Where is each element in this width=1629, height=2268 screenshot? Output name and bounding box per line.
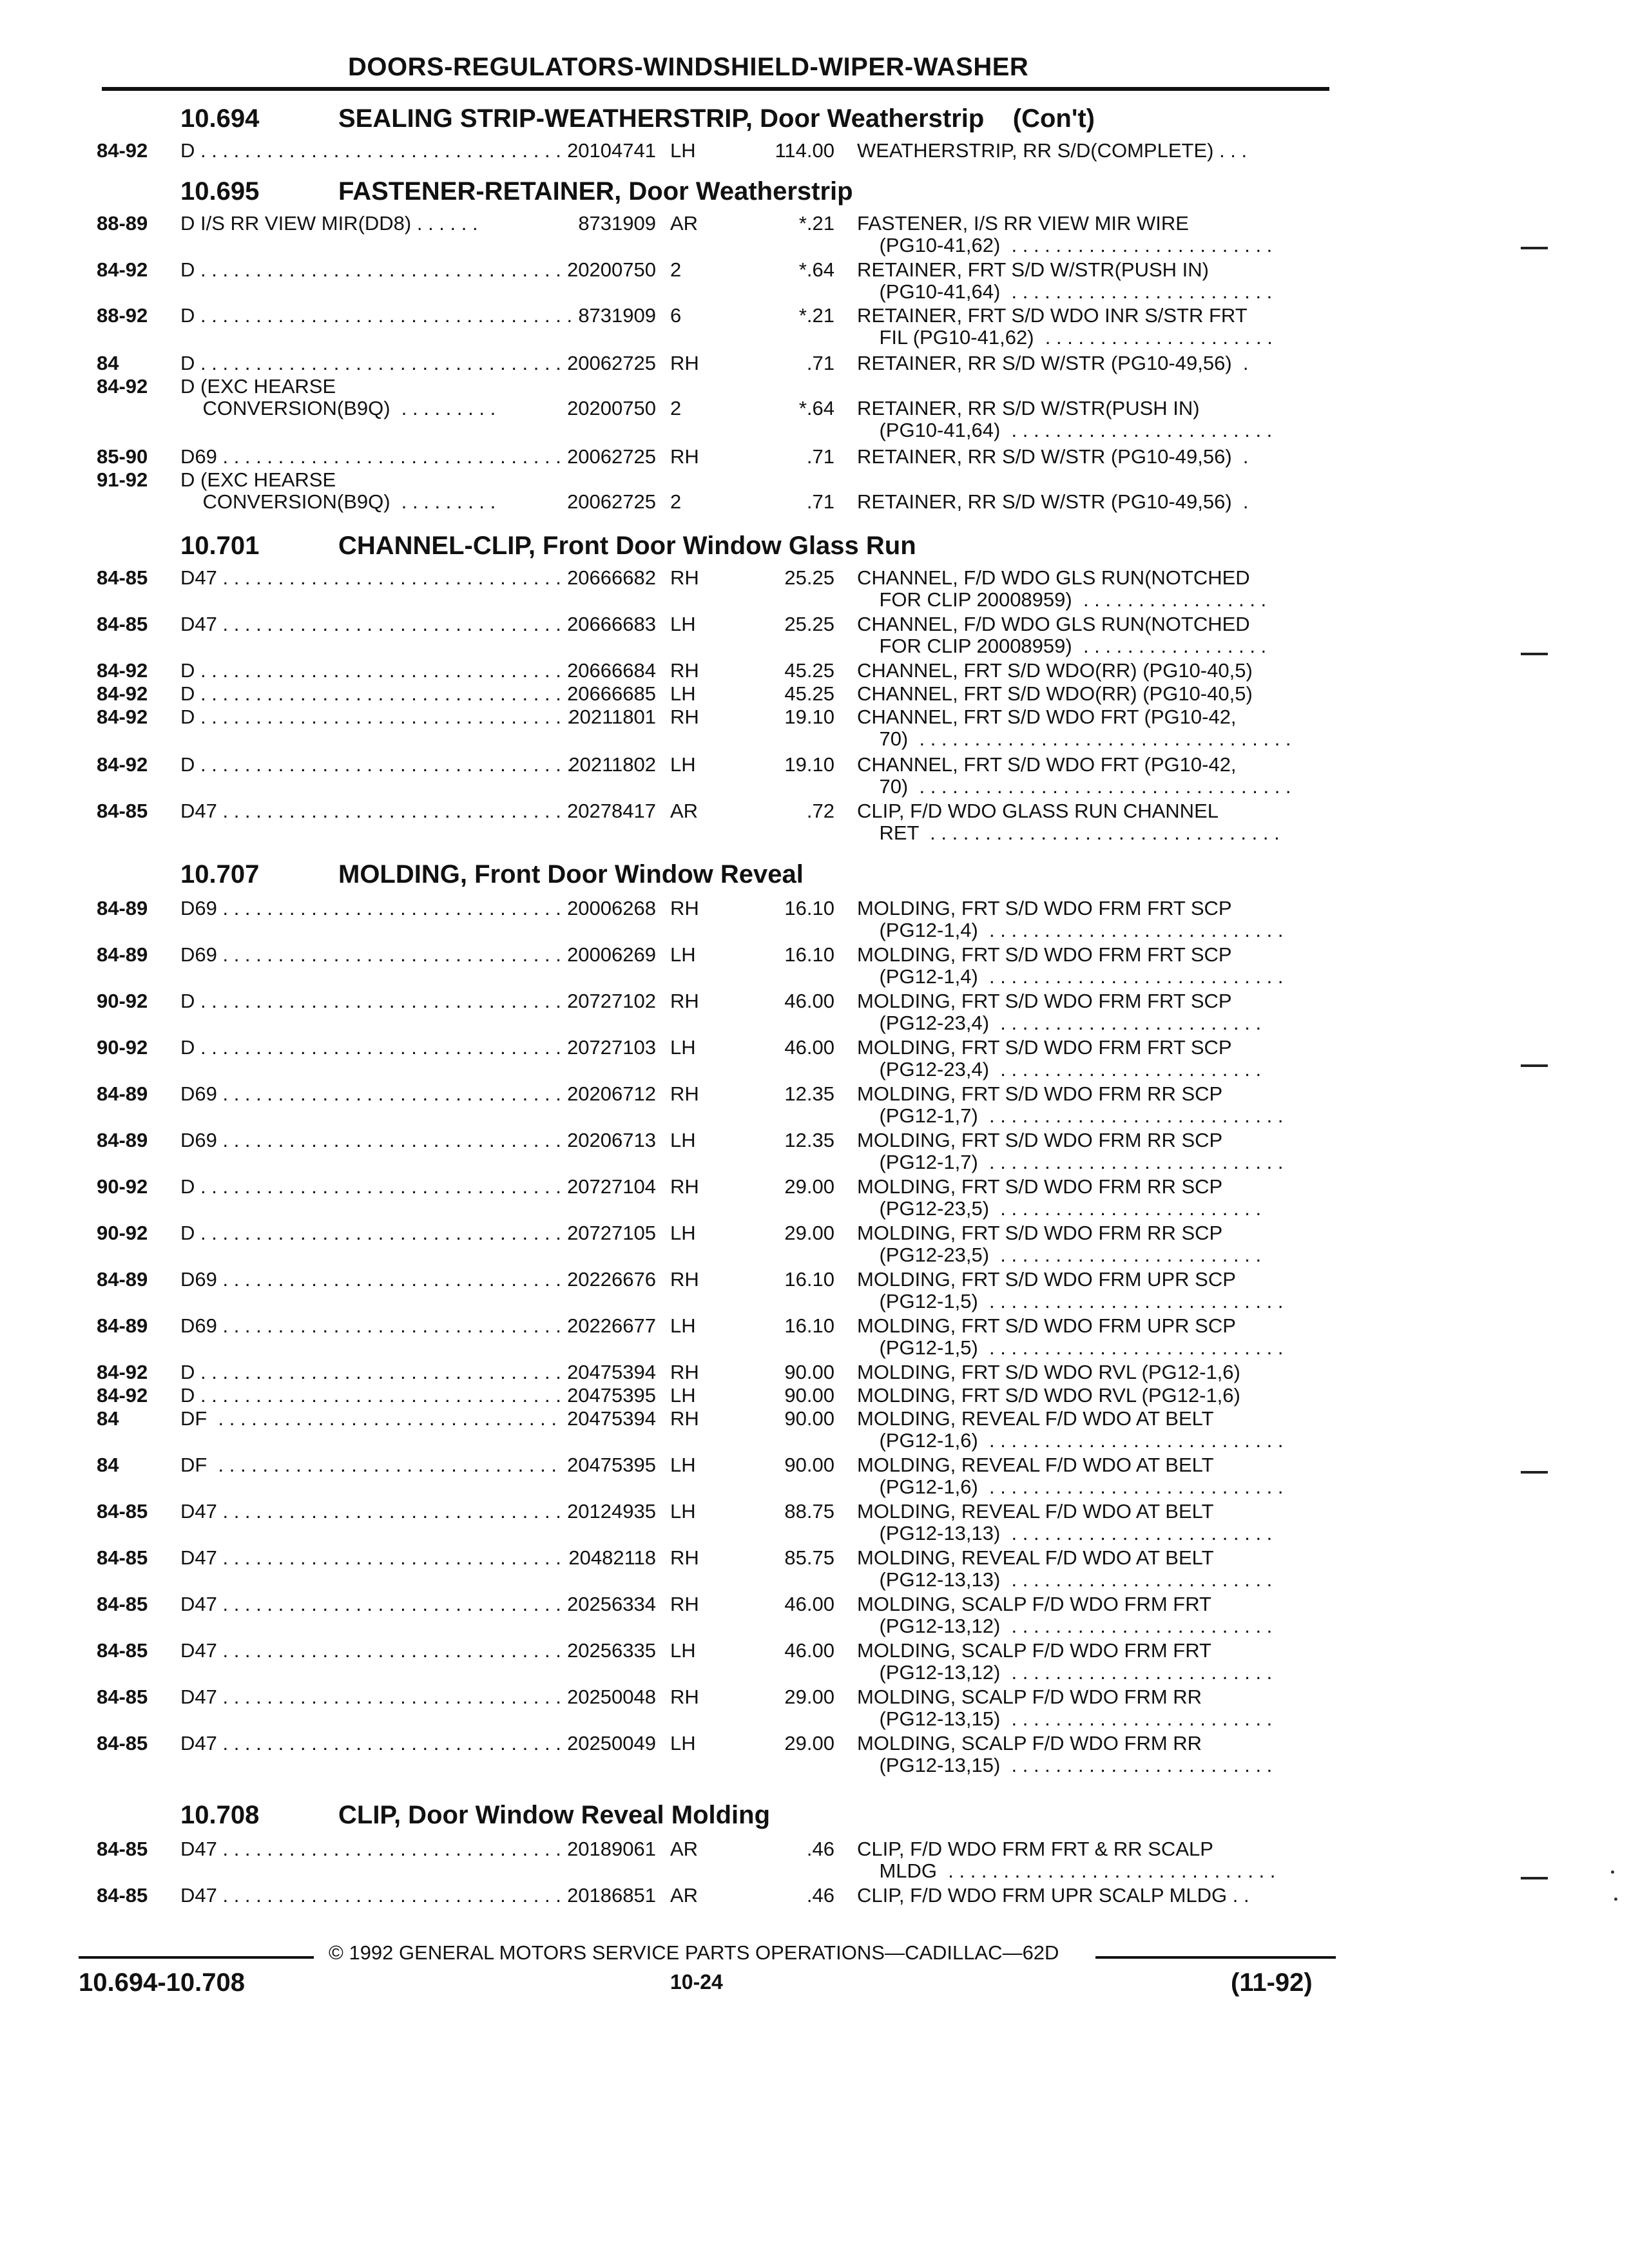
price: .71 <box>806 352 834 374</box>
part-number: 20186851 <box>567 1884 656 1907</box>
price: *.64 <box>798 397 834 419</box>
part-number: 20206713 <box>567 1129 656 1151</box>
quantity: RH <box>670 352 699 374</box>
quantity: AR <box>670 212 699 235</box>
part-description: CHANNEL, FRT S/D WDO(RR) (PG10-40,5) <box>857 659 1253 682</box>
model-years: 84-85 <box>97 1593 148 1615</box>
part-description: MOLDING, SCALP F/D WDO FRM FRT (PG12-13,12) . . . . . . . . . . . . . . . . . . . . . . . . <box>857 1593 1273 1637</box>
margin-tick-mark <box>1521 1877 1548 1879</box>
part-number: 20256335 <box>567 1639 656 1662</box>
body-model: D69 . . . . . . . . . . . . . . . . . . . . . . . . . . . . . . . <box>180 445 561 468</box>
model-years: 88-89 <box>97 212 148 235</box>
part-description: CHANNEL, FRT S/D WDO FRT (PG10-42, 70) . . . . . . . . . . . . . . . . . . . . . . . . . . . . . . . . . . <box>857 753 1291 798</box>
part-description: MOLDING, FRT S/D WDO RVL (PG12-1,6) <box>857 1361 1240 1383</box>
part-number: 20475394 <box>567 1407 656 1430</box>
model-years: 84-85 <box>97 1686 148 1708</box>
part-description: MOLDING, REVEAL F/D WDO AT BELT (PG12-1,6) . . . . . . . . . . . . . . . . . . . . . . . . . . . <box>857 1454 1284 1498</box>
price: .71 <box>806 490 834 513</box>
quantity: RH <box>670 566 699 589</box>
quantity: LH <box>670 1129 696 1151</box>
model-years: 84-92 <box>97 375 148 398</box>
part-description: MOLDING, FRT S/D WDO FRM RR SCP (PG12-23,5) . . . . . . . . . . . . . . . . . . . . . . . . <box>857 1175 1262 1220</box>
model-years: 84-85 <box>97 1884 148 1907</box>
model-years: 84-85 <box>97 800 148 822</box>
price: 45.25 <box>784 659 834 682</box>
body-model: D47 . . . . . . . . . . . . . . . . . . . . . . . . . . . . . . . <box>180 1500 561 1523</box>
price: 25.25 <box>784 613 834 635</box>
part-number: 20278417 <box>567 800 656 822</box>
part-description: MOLDING, SCALP F/D WDO FRM RR (PG12-13,15) . . . . . . . . . . . . . . . . . . . . . . . . <box>857 1732 1273 1776</box>
model-years: 84-92 <box>97 753 148 776</box>
part-number: 20250048 <box>567 1686 656 1708</box>
footer-revision-date: (11-92) <box>1231 1968 1313 1997</box>
part-description: CLIP, F/D WDO FRM FRT & RR SCALP MLDG . . . . . . . . . . . . . . . . . . . . . . . . . . . . . . <box>857 1838 1276 1882</box>
price: 25.25 <box>784 566 834 589</box>
model-years: 84-85 <box>97 1838 148 1860</box>
model-years: 84 <box>97 352 119 374</box>
part-number: 20124935 <box>567 1500 656 1523</box>
part-description: RETAINER, FRT S/D WDO INR S/STR FRT FIL (PG10-41,62) . . . . . . . . . . . . . . . . . . . . . <box>857 304 1273 349</box>
part-description: MOLDING, FRT S/D WDO FRM RR SCP (PG12-23,5) . . . . . . . . . . . . . . . . . . . . . . . . <box>857 1222 1262 1266</box>
model-years: 84-92 <box>97 682 148 705</box>
body-model: DF . . . . . . . . . . . . . . . . . . . . . . . . . . . . . . . <box>180 1407 557 1430</box>
price: 46.00 <box>784 990 834 1012</box>
quantity: LH <box>670 139 696 162</box>
body-model: D69 . . . . . . . . . . . . . . . . . . . . . . . . . . . . . . . <box>180 1082 561 1105</box>
model-years: 84-89 <box>97 897 148 919</box>
part-description: MOLDING, FRT S/D WDO FRM RR SCP (PG12-1,7) . . . . . . . . . . . . . . . . . . . . . . . . . . . <box>857 1129 1284 1173</box>
price: .71 <box>806 445 834 468</box>
section-title: FASTENER-RETAINER, Door Weatherstrip <box>338 177 853 206</box>
model-years: 84-85 <box>97 566 148 589</box>
body-model: D . . . . . . . . . . . . . . . . . . . . . . . . . . . . . . . . . . <box>180 682 573 705</box>
body-model: D69 . . . . . . . . . . . . . . . . . . . . . . . . . . . . . . . <box>180 943 561 966</box>
part-number: 20727103 <box>567 1036 656 1059</box>
body-model: DF . . . . . . . . . . . . . . . . . . . . . . . . . . . . . . . <box>180 1454 557 1476</box>
quantity: RH <box>670 1686 699 1708</box>
footer-copyright: © 1992 GENERAL MOTORS SERVICE PARTS OPERATIONS—CADILLAC—62D <box>329 1941 1059 1964</box>
price: 114.00 <box>775 139 834 162</box>
price: 88.75 <box>784 1500 834 1523</box>
part-number: 20666685 <box>567 682 656 705</box>
part-description: CLIP, F/D WDO GLASS RUN CHANNEL RET . . . . . . . . . . . . . . . . . . . . . . . . . . . . . . . . <box>857 800 1280 844</box>
part-description: RETAINER, RR S/D W/STR (PG10-49,56) . <box>857 445 1249 468</box>
part-number: 20482118 <box>568 1546 656 1569</box>
part-description: CHANNEL, FRT S/D WDO FRT (PG10-42, 70) . . . . . . . . . . . . . . . . . . . . . . . . . . . . . . . . . . <box>857 706 1291 750</box>
model-years: 85-90 <box>97 445 148 468</box>
quantity: RH <box>670 1593 699 1615</box>
quantity: RH <box>670 1361 699 1383</box>
part-number: 20666684 <box>567 659 656 682</box>
price: 12.35 <box>784 1129 834 1151</box>
header-rule <box>102 87 1329 91</box>
part-description: RETAINER, FRT S/D W/STR(PUSH IN) (PG10-41,64) . . . . . . . . . . . . . . . . . . . . . . . . <box>857 258 1273 303</box>
price: .46 <box>806 1884 834 1907</box>
part-number: 8731909 <box>578 304 656 327</box>
part-number: 20666683 <box>567 613 656 635</box>
part-number: 20475395 <box>567 1384 656 1407</box>
page-header-title: DOORS-REGULATORS-WINDSHIELD-WIPER-WASHER <box>348 53 1029 81</box>
model-years: 84-92 <box>97 706 148 728</box>
part-number: 20727102 <box>567 990 656 1012</box>
body-model: D47 . . . . . . . . . . . . . . . . . . . . . . . . . . . . . . . <box>180 1546 561 1569</box>
quantity: AR <box>670 1838 699 1860</box>
model-years: 90-92 <box>97 1175 148 1198</box>
section-title: SEALING STRIP-WEATHERSTRIP, Door Weatherstrip (Con't) <box>338 104 1095 133</box>
part-description: MOLDING, FRT S/D WDO FRM FRT SCP (PG12-23,4) . . . . . . . . . . . . . . . . . . . . . . . . <box>857 990 1262 1034</box>
footer-rule-left <box>79 1956 314 1959</box>
price: .72 <box>806 800 834 822</box>
body-model: D47 . . . . . . . . . . . . . . . . . . . . . . . . . . . . . . . <box>180 1686 561 1708</box>
part-description: MOLDING, FRT S/D WDO FRM UPR SCP (PG12-1,5) . . . . . . . . . . . . . . . . . . . . . . . . . . . <box>857 1314 1284 1359</box>
price: *.21 <box>798 212 834 235</box>
model-years: 90-92 <box>97 1222 148 1244</box>
part-description: RETAINER, RR S/D W/STR (PG10-49,56) . <box>857 490 1249 513</box>
model-years: 84 <box>97 1407 119 1430</box>
body-model: D69 . . . . . . . . . . . . . . . . . . . . . . . . . . . . . . . <box>180 897 561 919</box>
part-description: MOLDING, FRT S/D WDO FRM FRT SCP (PG12-23,4) . . . . . . . . . . . . . . . . . . . . . . . . <box>857 1036 1262 1081</box>
model-years: 84-85 <box>97 1546 148 1569</box>
quantity: RH <box>670 897 699 919</box>
body-model: D69 . . . . . . . . . . . . . . . . . . . . . . . . . . . . . . . <box>180 1314 561 1337</box>
model-years: 84-92 <box>97 659 148 682</box>
body-model: D . . . . . . . . . . . . . . . . . . . . . . . . . . . . . . . . . . <box>180 258 573 281</box>
model-years: 84-92 <box>97 139 148 162</box>
footer-section-range: 10.694-10.708 <box>79 1968 246 1997</box>
quantity: RH <box>670 706 699 728</box>
body-model: D . . . . . . . . . . . . . . . . . . . . . . . . . . . . . . . . . . <box>180 659 573 682</box>
body-model: D47 . . . . . . . . . . . . . . . . . . . . . . . . . . . . . . . <box>180 566 561 589</box>
margin-tick-mark <box>1521 247 1548 249</box>
body-model: D . . . . . . . . . . . . . . . . . . . . . . . . . . . . . . . . . . <box>180 706 573 728</box>
body-model: D47 . . . . . . . . . . . . . . . . . . . . . . . . . . . . . . . <box>180 1838 561 1860</box>
model-years: 84-92 <box>97 1361 148 1383</box>
quantity: 2 <box>670 397 682 419</box>
part-description: RETAINER, RR S/D W/STR (PG10-49,56) . <box>857 352 1249 374</box>
price: 16.10 <box>784 897 834 919</box>
body-model: D . . . . . . . . . . . . . . . . . . . . . . . . . . . . . . . . . . <box>180 304 573 327</box>
body-model: D47 . . . . . . . . . . . . . . . . . . . . . . . . . . . . . . . <box>180 1639 561 1662</box>
quantity: LH <box>670 1454 696 1476</box>
scan-speck <box>1611 1870 1614 1874</box>
price: .46 <box>806 1838 834 1860</box>
body-model: D . . . . . . . . . . . . . . . . . . . . . . . . . . . . . . . . . . <box>180 1175 573 1198</box>
quantity: 2 <box>670 490 682 513</box>
body-model: D47 . . . . . . . . . . . . . . . . . . . . . . . . . . . . . . . <box>180 800 561 822</box>
body-model: D69 . . . . . . . . . . . . . . . . . . . . . . . . . . . . . . . <box>180 1129 561 1151</box>
part-description: MOLDING, REVEAL F/D WDO AT BELT (PG12-13,13) . . . . . . . . . . . . . . . . . . . . . . . . <box>857 1500 1273 1544</box>
part-number: 20104741 <box>567 139 656 162</box>
section-title: CHANNEL-CLIP, Front Door Window Glass Run <box>338 532 916 560</box>
part-description: MOLDING, REVEAL F/D WDO AT BELT (PG12-13,13) . . . . . . . . . . . . . . . . . . . . . . . . <box>857 1546 1273 1591</box>
part-description: MOLDING, SCALP F/D WDO FRM RR (PG12-13,15) . . . . . . . . . . . . . . . . . . . . . . . . <box>857 1686 1273 1730</box>
price: 12.35 <box>784 1082 834 1105</box>
model-years: 84-85 <box>97 1500 148 1523</box>
model-years: 84-89 <box>97 1268 148 1291</box>
body-model: D I/S RR VIEW MIR(DD8) . . . . . . <box>180 212 478 235</box>
quantity: RH <box>670 1407 699 1430</box>
body-model: D . . . . . . . . . . . . . . . . . . . . . . . . . . . . . . . . . . <box>180 1384 573 1407</box>
part-number: 20226676 <box>567 1268 656 1291</box>
quantity: AR <box>670 800 699 822</box>
part-number: 20475394 <box>567 1361 656 1383</box>
price: 45.25 <box>784 682 834 705</box>
quantity: LH <box>670 1384 696 1407</box>
part-description: CHANNEL, FRT S/D WDO(RR) (PG10-40,5) <box>857 682 1253 705</box>
part-description: MOLDING, REVEAL F/D WDO AT BELT (PG12-1,6) . . . . . . . . . . . . . . . . . . . . . . . . . . . <box>857 1407 1284 1452</box>
body-model: D (EXC HEARSE CONVERSION(B9Q) . . . . . . . . . <box>180 468 496 513</box>
model-years: 90-92 <box>97 990 148 1012</box>
body-model: D . . . . . . . . . . . . . . . . . . . . . . . . . . . . . . . . . . <box>180 1036 573 1059</box>
quantity: AR <box>670 1884 699 1907</box>
part-description: MOLDING, SCALP F/D WDO FRM FRT (PG12-13,12) . . . . . . . . . . . . . . . . . . . . . . . . <box>857 1639 1273 1684</box>
price: 16.10 <box>784 943 834 966</box>
section-title: MOLDING, Front Door Window Reveal <box>338 860 804 889</box>
part-number: 8731909 <box>578 212 656 235</box>
price: 29.00 <box>784 1175 834 1198</box>
part-number: 20062725 <box>567 445 656 468</box>
price: 29.00 <box>784 1686 834 1708</box>
scan-speck <box>1614 1898 1617 1901</box>
part-description: MOLDING, FRT S/D WDO FRM UPR SCP (PG12-1,5) . . . . . . . . . . . . . . . . . . . . . . . . . . . <box>857 1268 1284 1312</box>
quantity: 6 <box>670 304 682 327</box>
section-title: CLIP, Door Window Reveal Molding <box>338 1801 771 1829</box>
part-description: MOLDING, FRT S/D WDO FRM FRT SCP (PG12-1,4) . . . . . . . . . . . . . . . . . . . . . . . . . . . <box>857 943 1284 988</box>
price: 46.00 <box>784 1036 834 1059</box>
part-number: 20250049 <box>567 1732 656 1754</box>
body-model: D . . . . . . . . . . . . . . . . . . . . . . . . . . . . . . . . . . <box>180 1222 573 1244</box>
margin-tick-mark <box>1521 1064 1548 1067</box>
part-description: CLIP, F/D WDO FRM UPR SCALP MLDG . . <box>857 1884 1249 1907</box>
model-years: 91-92 <box>97 468 148 491</box>
body-model: D . . . . . . . . . . . . . . . . . . . . . . . . . . . . . . . . . . <box>180 139 573 162</box>
model-years: 84-89 <box>97 943 148 966</box>
price: 90.00 <box>784 1407 834 1430</box>
quantity: RH <box>670 1082 699 1105</box>
part-number: 20062725 <box>567 490 656 513</box>
section-number: 10.708 <box>180 1801 260 1829</box>
price: 16.10 <box>784 1268 834 1291</box>
price: 90.00 <box>784 1384 834 1407</box>
part-number: 20475395 <box>567 1454 656 1476</box>
part-number: 20189061 <box>567 1838 656 1860</box>
part-number: 20006268 <box>567 897 656 919</box>
section-number: 10.707 <box>180 860 260 889</box>
price: 46.00 <box>784 1593 834 1615</box>
quantity: LH <box>670 943 696 966</box>
quantity: RH <box>670 990 699 1012</box>
part-number: 20200750 <box>567 258 656 281</box>
model-years: 88-92 <box>97 304 148 327</box>
part-number: 20062725 <box>567 352 656 374</box>
margin-tick-mark <box>1521 653 1548 655</box>
part-number: 20006269 <box>567 943 656 966</box>
part-number: 20226677 <box>567 1314 656 1337</box>
price: 85.75 <box>784 1546 834 1569</box>
part-number: 20727105 <box>567 1222 656 1244</box>
part-description: RETAINER, RR S/D W/STR(PUSH IN) (PG10-41,64) . . . . . . . . . . . . . . . . . . . . . . . . <box>857 397 1273 441</box>
part-description: CHANNEL, F/D WDO GLS RUN(NOTCHED FOR CLIP 20008959) . . . . . . . . . . . . . . . . . <box>857 613 1267 657</box>
model-years: 90-92 <box>97 1036 148 1059</box>
price: 29.00 <box>784 1222 834 1244</box>
part-number: 20256334 <box>567 1593 656 1615</box>
price: *.64 <box>798 258 834 281</box>
quantity: LH <box>670 613 696 635</box>
quantity: LH <box>670 1500 696 1523</box>
quantity: LH <box>670 682 696 705</box>
margin-tick-mark <box>1521 1471 1548 1474</box>
part-number: 20666682 <box>567 566 656 589</box>
part-number: 20200750 <box>567 397 656 419</box>
quantity: RH <box>670 445 699 468</box>
body-model: D47 . . . . . . . . . . . . . . . . . . . . . . . . . . . . . . . <box>180 1593 561 1615</box>
footer-rule-right <box>1095 1956 1336 1959</box>
price: 90.00 <box>784 1361 834 1383</box>
part-description: WEATHERSTRIP, RR S/D(COMPLETE) . . . <box>857 139 1248 162</box>
body-model: D . . . . . . . . . . . . . . . . . . . . . . . . . . . . . . . . . . <box>180 352 573 374</box>
body-model: D (EXC HEARSE CONVERSION(B9Q) . . . . . . . . . <box>180 375 496 419</box>
model-years: 84-89 <box>97 1129 148 1151</box>
model-years: 84-85 <box>97 613 148 635</box>
section-number: 10.695 <box>180 177 260 206</box>
quantity: LH <box>670 1639 696 1662</box>
part-description: MOLDING, FRT S/D WDO FRM FRT SCP (PG12-1,4) . . . . . . . . . . . . . . . . . . . . . . . . . . . <box>857 897 1284 941</box>
footer-page-number: 10-24 <box>670 1970 723 1994</box>
price: *.21 <box>798 304 834 327</box>
price: 90.00 <box>784 1454 834 1476</box>
part-number: 20727104 <box>567 1175 656 1198</box>
quantity: 2 <box>670 258 682 281</box>
model-years: 84 <box>97 1454 119 1476</box>
quantity: LH <box>670 753 696 776</box>
price: 16.10 <box>784 1314 834 1337</box>
quantity: RH <box>670 1546 699 1569</box>
part-number: 20211802 <box>568 753 656 776</box>
section-number: 10.694 <box>180 104 260 133</box>
quantity: RH <box>670 1268 699 1291</box>
quantity: LH <box>670 1036 696 1059</box>
model-years: 84-85 <box>97 1639 148 1662</box>
model-years: 84-89 <box>97 1314 148 1337</box>
body-model: D47 . . . . . . . . . . . . . . . . . . . . . . . . . . . . . . . <box>180 1884 561 1907</box>
body-model: D69 . . . . . . . . . . . . . . . . . . . . . . . . . . . . . . . <box>180 1268 561 1291</box>
body-model: D . . . . . . . . . . . . . . . . . . . . . . . . . . . . . . . . . . <box>180 1361 573 1383</box>
part-description: FASTENER, I/S RR VIEW MIR WIRE (PG10-41,62) . . . . . . . . . . . . . . . . . . . . . . . . <box>857 212 1273 256</box>
price: 46.00 <box>784 1639 834 1662</box>
body-model: D . . . . . . . . . . . . . . . . . . . . . . . . . . . . . . . . . . <box>180 753 573 776</box>
model-years: 84-89 <box>97 1082 148 1105</box>
part-number: 20211801 <box>568 706 656 728</box>
model-years: 84-92 <box>97 1384 148 1407</box>
part-description: MOLDING, FRT S/D WDO FRM RR SCP (PG12-1,7) . . . . . . . . . . . . . . . . . . . . . . . . . . . <box>857 1082 1284 1127</box>
model-years: 84-92 <box>97 258 148 281</box>
part-description: MOLDING, FRT S/D WDO RVL (PG12-1,6) <box>857 1384 1240 1407</box>
price: 19.10 <box>784 706 834 728</box>
quantity: LH <box>670 1732 696 1754</box>
part-description: CHANNEL, F/D WDO GLS RUN(NOTCHED FOR CLIP 20008959) . . . . . . . . . . . . . . . . . <box>857 566 1267 611</box>
body-model: D . . . . . . . . . . . . . . . . . . . . . . . . . . . . . . . . . . <box>180 990 573 1012</box>
body-model: D47 . . . . . . . . . . . . . . . . . . . . . . . . . . . . . . . <box>180 613 561 635</box>
quantity: RH <box>670 1175 699 1198</box>
body-model: D47 . . . . . . . . . . . . . . . . . . . . . . . . . . . . . . . <box>180 1732 561 1754</box>
price: 19.10 <box>784 753 834 776</box>
quantity: RH <box>670 659 699 682</box>
price: 29.00 <box>784 1732 834 1754</box>
part-number: 20206712 <box>567 1082 656 1105</box>
section-number: 10.701 <box>180 532 260 560</box>
model-years: 84-85 <box>97 1732 148 1754</box>
quantity: LH <box>670 1222 696 1244</box>
quantity: LH <box>670 1314 696 1337</box>
